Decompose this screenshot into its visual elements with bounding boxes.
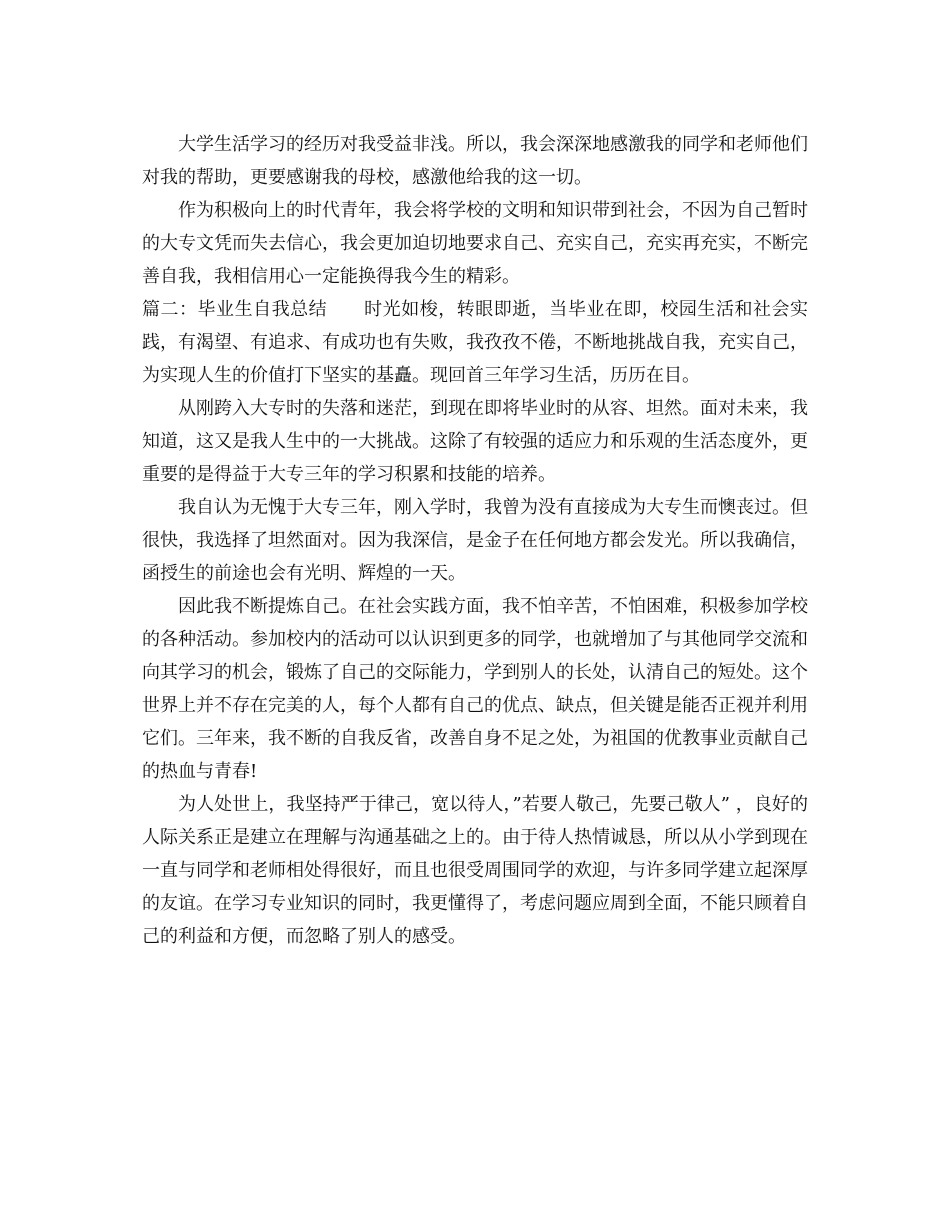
document-page (142, 128, 808, 953)
paragraph-1: 大学生活学习的经历对我受益非浅。所以，我会深深地感激我的同学和老师他们对我的帮助，更要感谢我的母校，感激他给我的这一切。 (142, 134, 808, 188)
paragraph-5: 我自认为无愧于大专三年，刚入学时，我曾为没有直接成为大专生而懊丧过。但很快，我选择了坦然面对。因为我深信，是金子在任何地方都会发光。所以我确信，函授生的前途也会有光明、辉煌的一天。 (142, 497, 808, 584)
paragraph-3-section-heading: 篇二：毕业生自我总结 时光如梭，转眼即逝，当毕业在即，校园生活和社会实践，有渴望、有追求、有成功也有失败，我孜孜不倦，不断地挑战自我，充实自己，为实现人生的价值打下坚实的基矗。现回首三年学习生活，历历在目。 (142, 299, 808, 386)
paragraph-7: 为人处世上，我坚持严于律己，宽以待人，”若要人敬己，先要己敬人” ，良好的人际关系正是建立在理解与沟通基础之上的。由于待人热情诚恳，所以从小学到现在一直与同学和老师相处得很好，而且也很受周围同学的欢迎，与许多同学建立起深厚的友谊。在学习专业知识的同时，我更懂得了，考虑问题应周到全面，不能只顾着自己的利益和方便，而忽略了别人的感受。 (142, 794, 808, 947)
paragraph-6: 因此我不断提炼自己。在社会实践方面，我不怕辛苦，不怕困难，积极参加学校的各种活动。参加校内的活动可以认识到更多的同学，也就增加了与其他同学交流和向其学习的机会，锻炼了自己的交际能力，学到别人的长处，认清自己的短处。这个世界上并不存在完美的人，每个人都有自己的优点、缺点，但关键是能否正视并利用它们。三年来，我不断的自我反省，改善自身不足之处，为祖国的优教事业贡献自己的热血与青春! (142, 596, 808, 782)
paragraph-2: 作为积极向上的时代青年，我会将学校的文明和知识带到社会，不因为自己暂时的大专文凭而失去信心，我会更加迫切地要求自己、充实自己，充实再充实，不断完善自我，我相信用心一定能换得我今生的精彩。 (142, 200, 808, 287)
paragraph-4: 从刚跨入大专时的失落和迷茫，到现在即将毕业时的从容、坦然。面对未来，我知道，这又是我人生中的一大挑战。这除了有较强的适应力和乐观的生活态度外，更重要的是得益于大专三年的学习积累和技能的培养。 (142, 398, 808, 485)
